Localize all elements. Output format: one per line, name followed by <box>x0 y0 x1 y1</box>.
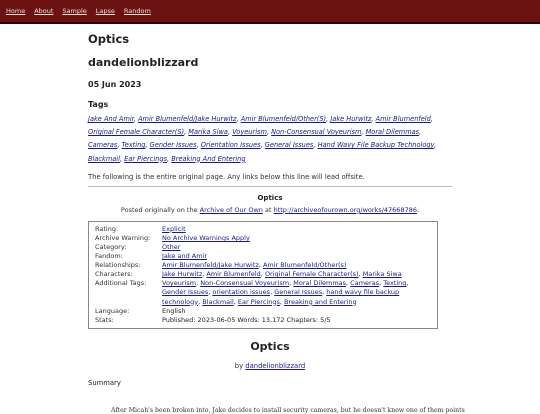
meta-separator: , <box>289 279 294 288</box>
meta-label: Stats: <box>95 315 114 324</box>
divider <box>88 186 452 187</box>
meta-separator: , <box>233 297 238 306</box>
tag-link[interactable]: Blackmail <box>88 154 120 163</box>
meta-link[interactable]: Cameras <box>350 279 380 288</box>
nav-about-link[interactable]: About <box>34 7 54 15</box>
tag-link[interactable]: Amir Blumenfeld <box>375 115 431 123</box>
tag-link[interactable]: Jake And Amir <box>88 115 134 123</box>
meta-link[interactable]: Gender Issues <box>162 288 209 297</box>
tag-separator: , <box>419 128 422 137</box>
tag-link[interactable]: Non-Consensual Voyeurism <box>271 128 362 137</box>
tag-link[interactable]: Marika Siwa <box>188 128 228 137</box>
meta-label: Additional Tags: <box>95 279 147 288</box>
tag-separator: , <box>260 141 265 150</box>
tag-separator: , <box>313 141 318 150</box>
meta-link[interactable]: Breaking and Entering <box>283 297 357 306</box>
meta-row-characters <box>95 270 431 279</box>
meta-row-warning <box>95 234 431 243</box>
meta-link[interactable]: General Issues <box>274 288 323 297</box>
meta-link[interactable]: Non-Consensual Voyeurism <box>200 279 290 288</box>
meta-value: Published: 2023-06-05 Words: 13,172 Chapters: 5/5 <box>162 315 331 324</box>
tag-link[interactable]: Amir Blumenfeld/Jake Hurwitz <box>138 115 237 123</box>
nav-home-link[interactable]: Home <box>6 7 26 15</box>
meta-link[interactable]: Texting <box>383 279 407 288</box>
meta-value <box>162 234 431 243</box>
meta-separator: , <box>270 288 275 297</box>
work-heading: Optics <box>250 339 290 353</box>
tag-separator: , <box>371 115 376 123</box>
meta-value <box>162 243 431 252</box>
meta-link[interactable]: Other <box>162 243 181 251</box>
tag-link[interactable]: Hand Wavy File Backup Technology <box>317 141 434 150</box>
nav-lapse-link[interactable]: Lapse <box>95 7 115 15</box>
meta-value <box>162 225 431 234</box>
meta-link[interactable]: Amir Blumenfeld <box>206 270 261 279</box>
content <box>88 32 452 387</box>
nav-sample-link[interactable]: Sample <box>62 7 87 15</box>
meta-link[interactable]: Jake and Amir <box>162 252 208 261</box>
posted-at: at <box>264 205 272 214</box>
tag-link[interactable]: Original Female Character(S) <box>88 128 185 137</box>
tag-separator: , <box>117 141 122 150</box>
meta-link[interactable]: Moral Dilemmas <box>293 279 347 288</box>
tag-link[interactable]: Texting <box>121 141 146 150</box>
meta-separator: , <box>346 279 351 288</box>
summary-heading: Summary <box>88 378 121 387</box>
meta-separator: , <box>406 279 409 288</box>
tag-separator: , <box>196 141 201 150</box>
tag-link[interactable]: Voyeurism <box>232 128 267 137</box>
meta-separator: , <box>358 270 363 279</box>
meta-separator: , <box>322 288 327 297</box>
posted-line <box>88 206 452 214</box>
tag-link[interactable]: Amir Blumenfeld/Other(S) <box>240 115 327 123</box>
tag-list <box>88 113 452 166</box>
meta-row-additional-tags <box>95 279 431 306</box>
tag-link[interactable]: Ear Piercings <box>124 154 168 163</box>
tag-link[interactable]: Orientation Issues <box>200 141 261 150</box>
meta-link[interactable]: hand wavy file backup technology <box>162 288 400 306</box>
summary-text: After Micah's been broken into, Jake decides to install security cameras, but he doesn't know one of them points <box>111 406 465 414</box>
meta-link[interactable]: Blackmail <box>202 297 234 306</box>
nav-random-link[interactable]: Random <box>123 7 151 15</box>
meta-separator: , <box>379 279 384 288</box>
meta-value: English <box>162 306 186 315</box>
meta-value <box>162 252 431 261</box>
meta-link[interactable]: Ear Piercings <box>237 297 280 306</box>
meta-link[interactable]: Marika Siwa <box>362 270 402 279</box>
meta-link[interactable]: Original Female Character(s) <box>264 270 359 279</box>
tag-separator: , <box>433 141 437 150</box>
meta-label: Category: <box>95 243 127 251</box>
meta-value <box>162 261 431 270</box>
tag-separator: , <box>236 115 241 123</box>
meta-separator: , <box>279 297 284 306</box>
meta-row-rating <box>95 225 431 234</box>
work-meta-box <box>88 221 438 329</box>
meta-row-language <box>95 307 431 316</box>
byline-by: by <box>234 361 244 370</box>
meta-label: Archive Warning: <box>95 233 151 242</box>
meta-separator: , <box>208 288 213 297</box>
meta-separator: , <box>198 297 203 306</box>
meta-link[interactable]: Amir Blumenfeld/Jake Hurwitz <box>162 261 259 270</box>
meta-label: Characters: <box>95 270 133 279</box>
top-nav <box>0 0 540 24</box>
meta-value <box>162 270 431 279</box>
meta-label: Relationships: <box>95 261 141 270</box>
tag-separator: , <box>326 115 331 123</box>
byline <box>88 362 452 370</box>
meta-label: Rating: <box>95 224 119 233</box>
meta-value <box>162 279 431 306</box>
tag-separator: , <box>119 154 125 163</box>
posted-suffix: . <box>416 205 420 214</box>
tag-separator: , <box>227 128 233 137</box>
meta-link[interactable]: Jake Hurwitz <box>162 270 203 279</box>
author-name: dandelionblizzard <box>88 56 199 69</box>
tag-separator: , <box>133 115 139 123</box>
tag-link[interactable]: Breaking And Entering <box>171 154 246 163</box>
tag-link[interactable]: Moral Dilemmas <box>365 128 420 137</box>
byline-author-link[interactable]: dandelionblizzard <box>245 361 306 370</box>
meta-label: Language: <box>95 306 130 315</box>
meta-row-relationships <box>95 261 431 270</box>
archive-link[interactable]: Archive of Our Own <box>199 205 263 214</box>
meta-row-stats <box>95 316 431 325</box>
tag-separator: , <box>184 128 189 137</box>
tag-separator: , <box>266 128 272 137</box>
meta-label: Fandom: <box>95 252 123 261</box>
page-title: Optics <box>88 32 130 46</box>
meta-link[interactable]: Explicit <box>162 224 186 233</box>
meta-separator: , <box>196 279 201 288</box>
work-url-link[interactable]: http://archiveofourown.org/works/47668786 <box>273 205 417 214</box>
archive-title: Optics <box>257 193 283 202</box>
tag-link[interactable]: Cameras <box>88 141 118 150</box>
tag-separator: , <box>361 128 366 137</box>
tags-heading: Tags <box>88 100 109 109</box>
meta-row-category <box>95 243 431 252</box>
tag-link[interactable]: Gender Issues <box>149 141 197 150</box>
tag-link[interactable]: Jake Hurwitz <box>330 115 372 123</box>
meta-separator: , <box>258 261 263 270</box>
tag-link[interactable]: General Issues <box>264 141 314 150</box>
tag-separator: , <box>145 141 150 150</box>
meta-link[interactable]: orientation issues <box>212 288 271 297</box>
offsite-notice: The following is the entire original page. Any links below this line will lead offsite. <box>88 172 365 181</box>
meta-link[interactable]: No Archive Warnings Apply <box>162 233 250 242</box>
meta-separator: , <box>260 270 265 279</box>
publish-date: 05 Jun 2023 <box>88 80 142 89</box>
meta-row-fandom <box>95 252 431 261</box>
meta-link[interactable]: Voyeurism <box>162 279 197 288</box>
meta-link[interactable]: Amir Blumenfeld/Other(s) <box>262 261 347 270</box>
posted-prefix: Posted originally on the <box>120 205 198 214</box>
meta-separator: , <box>202 270 207 279</box>
tag-separator: , <box>167 154 172 163</box>
tag-separator: , <box>430 115 433 123</box>
